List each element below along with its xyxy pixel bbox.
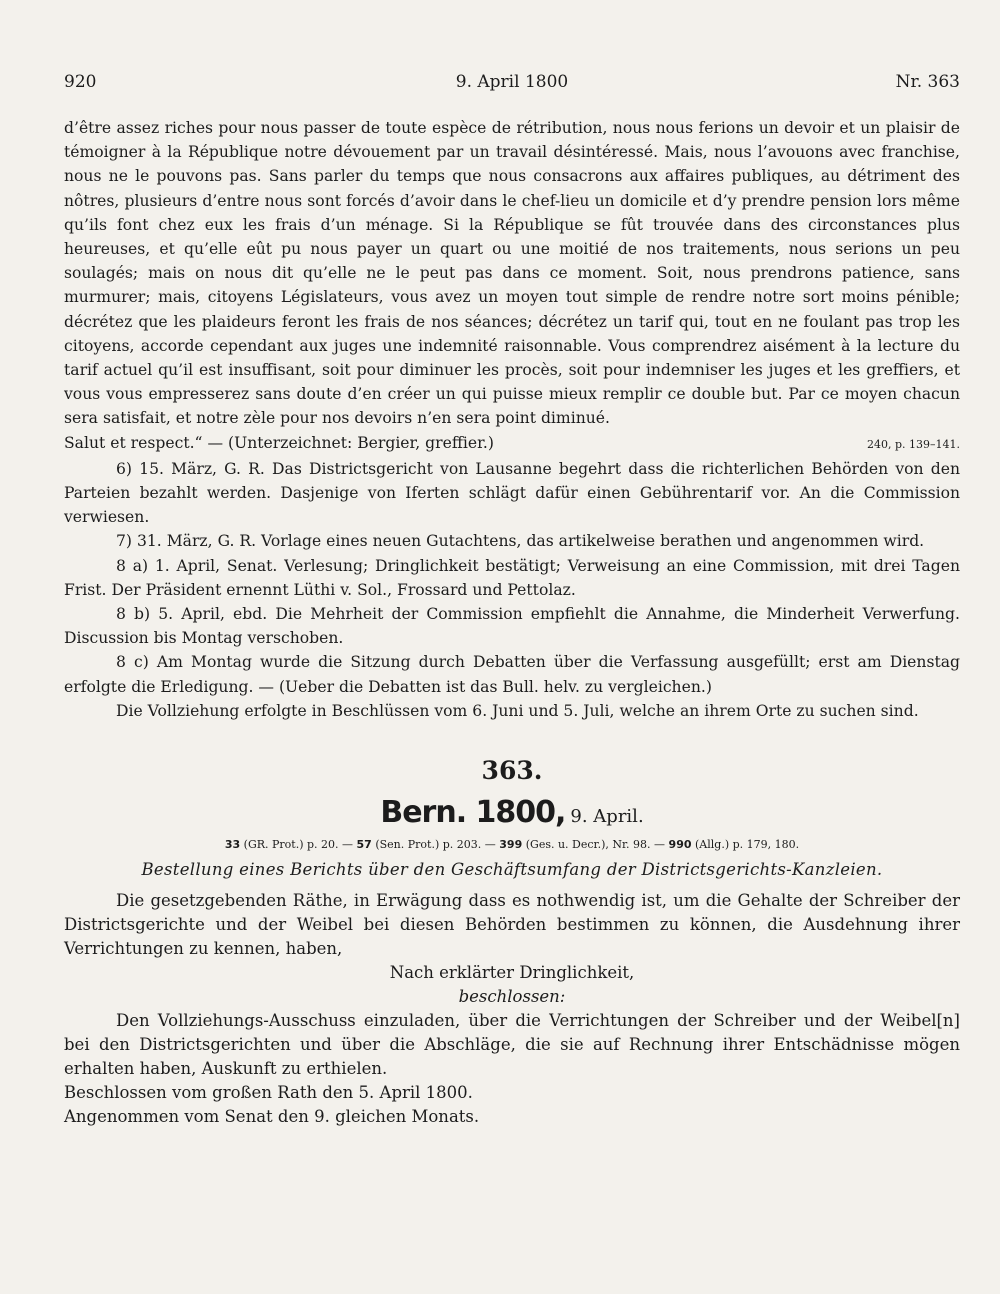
- document-city-year: Bern. 1800,: [380, 795, 566, 831]
- source-reference: 240, p. 139–141.: [866, 437, 960, 451]
- page-number: 920: [64, 72, 97, 92]
- page-header: [64, 72, 960, 98]
- header-date: 9. April 1800: [455, 72, 569, 92]
- adoption-senate: Angenommen vom Senat den 9. gleichen Monats.: [64, 1107, 480, 1127]
- ref-number: 399: [499, 838, 523, 852]
- document-number: 363.: [481, 756, 543, 786]
- signature-line: [64, 431, 960, 457]
- continuation-paragraph: d’être assez riches pour nous passer de toute espèce de rétribution, nous nous ferions un devoir et un plaisir de témoigner à la République notre dévouement par un travail désintéressé. Mais, nous l’avouons avec franchise, nous ne le pouvons pas. Sans parler du temps que nous consacrons aux affaires publiques, au détriment des nôtres, plusieurs d’entre nous sont forcés d’avoir dans le chef-lieu un domicile et d’y prendre pension lors même qu’ils font chez eux les frais d’un ménage. Si la République se fût trouvée dans des circonstances plus heureuses, et qu’elle eût pu nous payer un quart ou une moitié de nos traitements, nous serions un peu soulagés; mais on nous dit qu’elle ne le peut pas dans ce moment. Soit, nous prendrons patience, sans murmurer; mais, citoyens Législateurs, vous avez un moyen tout simple de rendre notre sort moins pénible; décrétez que les plaideurs feront les frais de nos séances; décrétez un tarif qui, tout en ne foulant pas trop les citoyens, accorde cependant aux juges une indemnité raisonnable. Vous comprendrez aisément à la lecture du tarif actuel qu’il est insuffisant, soit pour diminuer les procès, soit pour indemniser les juges et les greffiers, et vous vous empresserez sans doute d’en créer un qui puisse mieux remplir ce double but. Par ce moyen chacun sera satisfait, et notre zèle pour nos devoirs n’en sera point diminué.: [64, 119, 960, 428]
- ref-text: (Allg.) p. 179, 180.: [695, 838, 800, 852]
- note-8a: 8 a) 1. April, Senat. Verlesung; Dringlichkeit bestätigt; Verweisung an eine Commission, mit drei Tagen Frist. Der Präsident ernennt Lüthi v. Sol., Frossard und Pettolaz.: [64, 556, 960, 599]
- ref-number: 57: [356, 838, 372, 852]
- decree: [64, 889, 960, 1129]
- note-6: 6) 15. März, G. R. Das Districtsgericht von Lausanne begehrt dass die richterlichen Behörden von den Parteien bezahlt werden. Dasjenige von Iferten schlägt dafür einen Gebührentarif vor. An die Commission verwiesen.: [64, 459, 960, 527]
- note-execution: Die Vollziehung erfolgte in Beschlüssen vom 6. Juni und 5. Juli, welche an ihrem Orte zu suchen sind.: [116, 701, 919, 720]
- preamble: Die gesetzgebenden Räthe, in Erwägung dass es nothwendig ist, um die Gehalte der Schreiber der Districtsgerichte und der Weibel bei diesen Behörden bestimmen zu können, die Ausdehnung ihrer Verrichtungen zu kennen, haben,: [64, 891, 960, 959]
- document-page: [64, 0, 960, 1294]
- note-8c: 8 c) Am Montag wurde die Sitzung durch Debatten über die Verfassung ausgefüllt; erst am Dienstag erfolgte die Erledigung. — (Ueber die Debatten ist das Bull. helv. zu vergleichen.): [64, 653, 960, 696]
- archive-references: [64, 837, 960, 853]
- document-subject: Bestellung eines Berichts über den Geschäftsumfang der Districtsgerichts-Kanzleien.: [141, 860, 883, 880]
- ref-text: (Ges. u. Decr.), Nr. 98. —: [525, 838, 666, 852]
- note-8b: 8 b) 5. April, ebd. Die Mehrheit der Commission empfiehlt die Annahme, die Minderheit Verwerfung. Discussion bis Montag verschoben.: [64, 605, 960, 648]
- ref-number: 990: [668, 838, 692, 852]
- note-7: 7) 31. März, G. R. Vorlage eines neuen Gutachtens, das artikelweise berathen und angenommen wird.: [116, 532, 925, 551]
- page-body: [64, 116, 960, 1129]
- ref-text: (GR. Prot.) p. 20. —: [243, 838, 354, 852]
- header-document-number: Nr. 363: [895, 72, 960, 92]
- signature-text: Salut et respect.“ — (Unterzeichnet: Bergier, greffier.): [64, 433, 494, 452]
- ref-text: (Sen. Prot.) p. 203. —: [375, 838, 496, 852]
- decision-paragraph: Den Vollziehungs-Ausschuss einzuladen, über die Verrichtungen der Schreiber und der Weibel[n] bei den Districtsgerichten und über die Abschläge, die sie auf Rechnung ihrer Entschädnisse mögen erhalten haben, Auskunft zu erthielen.: [64, 1011, 960, 1079]
- document-dateline: [64, 793, 960, 837]
- ref-number: 33: [224, 838, 241, 852]
- adoption-great-council: Beschlossen vom großen Rath den 5. April 1800.: [64, 1083, 473, 1103]
- urgency-clause: Nach erklärter Dringlichkeit,: [389, 963, 635, 983]
- resolved-clause: beschlossen:: [458, 987, 566, 1007]
- document-date: 9. April.: [570, 806, 644, 828]
